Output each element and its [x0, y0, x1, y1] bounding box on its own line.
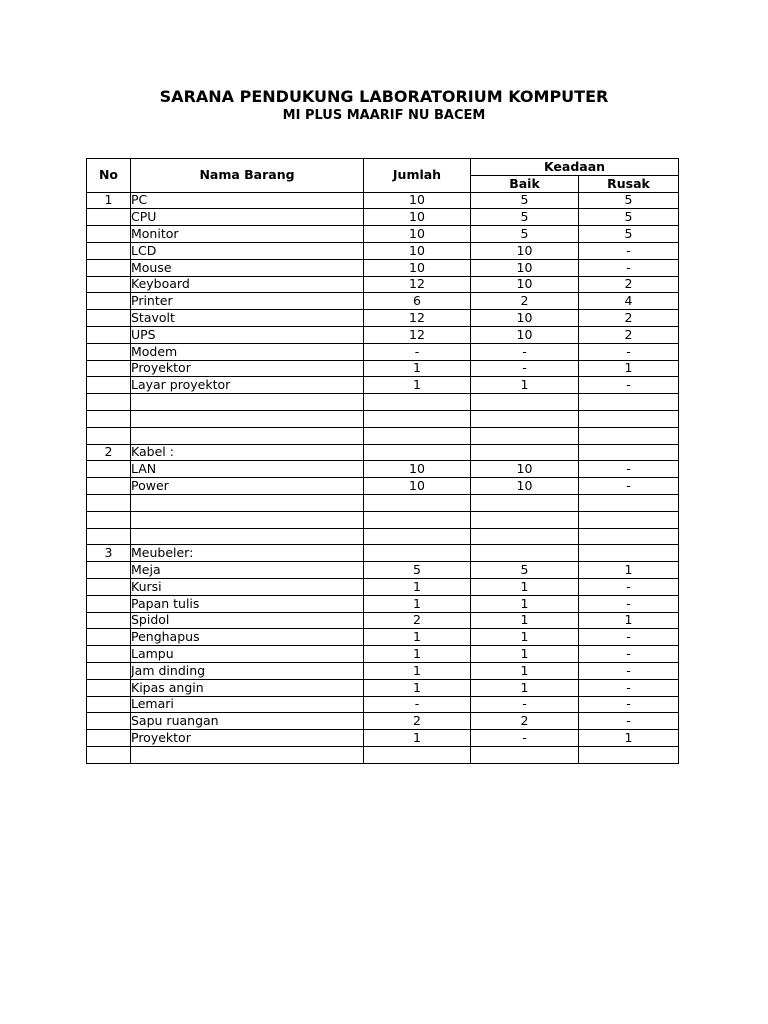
row-number-cell: [87, 310, 131, 327]
header-good: Baik: [471, 175, 579, 192]
table-row: [87, 478, 679, 495]
table-row: [87, 612, 679, 629]
damaged-count-cell: -: [579, 478, 679, 495]
good-count-cell: [471, 746, 579, 763]
damaged-count-cell: 2: [579, 326, 679, 343]
item-name-cell: Meja: [131, 562, 364, 579]
good-count-cell: 5: [471, 562, 579, 579]
good-count-cell: 10: [471, 242, 579, 259]
item-name-cell: Proyektor: [131, 730, 364, 747]
table-row: [87, 410, 679, 427]
table-row: [87, 578, 679, 595]
table-row: [87, 713, 679, 730]
quantity-cell: [364, 427, 471, 444]
good-count-cell: -: [471, 730, 579, 747]
good-count-cell: 10: [471, 259, 579, 276]
row-number-cell: [87, 242, 131, 259]
good-count-cell: 1: [471, 578, 579, 595]
table-row: [87, 192, 679, 209]
row-number-cell: [87, 360, 131, 377]
table-row: [87, 259, 679, 276]
good-count-cell: 1: [471, 662, 579, 679]
damaged-count-cell: -: [579, 461, 679, 478]
row-number-cell: [87, 730, 131, 747]
damaged-count-cell: -: [579, 578, 679, 595]
item-name-cell: Penghapus: [131, 629, 364, 646]
row-number-cell: [87, 511, 131, 528]
table-row: [87, 746, 679, 763]
row-number-cell: [87, 326, 131, 343]
quantity-cell: 12: [364, 276, 471, 293]
table-row: [87, 394, 679, 411]
table-row: [87, 209, 679, 226]
row-number-cell: [87, 226, 131, 243]
good-count-cell: [471, 528, 579, 545]
table-row: [87, 461, 679, 478]
damaged-count-cell: [579, 444, 679, 461]
document-title: SARANA PENDUKUNG LABORATORIUM KOMPUTER: [159, 87, 609, 106]
quantity-cell: 5: [364, 562, 471, 579]
row-number-cell: 1: [87, 192, 131, 209]
item-name-cell: Mouse: [131, 259, 364, 276]
good-count-cell: 1: [471, 612, 579, 629]
item-name-cell: Lemari: [131, 696, 364, 713]
item-name-cell: Sapu ruangan: [131, 713, 364, 730]
quantity-cell: 10: [364, 226, 471, 243]
damaged-count-cell: 5: [579, 226, 679, 243]
table-row: [87, 326, 679, 343]
quantity-cell: 1: [364, 662, 471, 679]
table-row: [87, 444, 679, 461]
row-number-cell: [87, 528, 131, 545]
quantity-cell: 12: [364, 310, 471, 327]
quantity-cell: [364, 545, 471, 562]
item-name-cell: Stavolt: [131, 310, 364, 327]
item-name-cell: CPU: [131, 209, 364, 226]
item-name-cell: Lampu: [131, 646, 364, 663]
row-number-cell: [87, 276, 131, 293]
item-name-cell: Modem: [131, 343, 364, 360]
damaged-count-cell: [579, 394, 679, 411]
quantity-cell: 10: [364, 259, 471, 276]
row-number-cell: [87, 410, 131, 427]
quantity-cell: 1: [364, 730, 471, 747]
good-count-cell: 10: [471, 461, 579, 478]
item-name-cell: Power: [131, 478, 364, 495]
row-number-cell: [87, 461, 131, 478]
damaged-count-cell: [579, 528, 679, 545]
inventory-table: [86, 158, 679, 764]
row-number-cell: [87, 377, 131, 394]
row-number-cell: [87, 713, 131, 730]
quantity-cell: [364, 494, 471, 511]
row-number-cell: 2: [87, 444, 131, 461]
good-count-cell: [471, 494, 579, 511]
good-count-cell: [471, 444, 579, 461]
good-count-cell: [471, 410, 579, 427]
item-name-cell: Keyboard: [131, 276, 364, 293]
table-row: [87, 696, 679, 713]
damaged-count-cell: 1: [579, 730, 679, 747]
damaged-count-cell: -: [579, 595, 679, 612]
table-row: [87, 293, 679, 310]
quantity-cell: [364, 746, 471, 763]
damaged-count-cell: 1: [579, 562, 679, 579]
row-number-cell: [87, 679, 131, 696]
damaged-count-cell: 5: [579, 192, 679, 209]
row-number-cell: [87, 293, 131, 310]
inventory-body: [87, 192, 679, 763]
row-number-cell: [87, 696, 131, 713]
good-count-cell: 2: [471, 713, 579, 730]
damaged-count-cell: -: [579, 696, 679, 713]
quantity-cell: 1: [364, 360, 471, 377]
item-name-cell: [131, 746, 364, 763]
quantity-cell: 1: [364, 377, 471, 394]
table-row: [87, 226, 679, 243]
row-number-cell: [87, 595, 131, 612]
row-number-cell: 3: [87, 545, 131, 562]
damaged-count-cell: 2: [579, 276, 679, 293]
item-name-cell: Printer: [131, 293, 364, 310]
good-count-cell: [471, 545, 579, 562]
quantity-cell: 6: [364, 293, 471, 310]
damaged-count-cell: -: [579, 679, 679, 696]
good-count-cell: 1: [471, 679, 579, 696]
good-count-cell: [471, 394, 579, 411]
row-number-cell: [87, 209, 131, 226]
quantity-cell: 2: [364, 612, 471, 629]
table-row: [87, 377, 679, 394]
damaged-count-cell: 5: [579, 209, 679, 226]
quantity-cell: 1: [364, 629, 471, 646]
item-name-cell: LAN: [131, 461, 364, 478]
row-number-cell: [87, 427, 131, 444]
table-row: [87, 730, 679, 747]
damaged-count-cell: -: [579, 343, 679, 360]
good-count-cell: 1: [471, 646, 579, 663]
table-row: [87, 646, 679, 663]
good-count-cell: 5: [471, 209, 579, 226]
good-count-cell: [471, 511, 579, 528]
table-row: [87, 679, 679, 696]
quantity-cell: 10: [364, 192, 471, 209]
item-name-cell: Kursi: [131, 578, 364, 595]
quantity-cell: 2: [364, 713, 471, 730]
row-number-cell: [87, 343, 131, 360]
header-quantity: Jumlah: [364, 159, 471, 193]
damaged-count-cell: [579, 427, 679, 444]
header-condition: Keadaan: [471, 159, 679, 176]
item-name-cell: Meubeler:: [131, 545, 364, 562]
damaged-count-cell: [579, 494, 679, 511]
quantity-cell: 10: [364, 242, 471, 259]
damaged-count-cell: -: [579, 713, 679, 730]
damaged-count-cell: -: [579, 259, 679, 276]
item-name-cell: [131, 394, 364, 411]
row-number-cell: [87, 629, 131, 646]
item-name-cell: Spidol: [131, 612, 364, 629]
quantity-cell: 1: [364, 595, 471, 612]
table-row: [87, 511, 679, 528]
item-name-cell: UPS: [131, 326, 364, 343]
item-name-cell: LCD: [131, 242, 364, 259]
row-number-cell: [87, 662, 131, 679]
table-row: [87, 662, 679, 679]
quantity-cell: 1: [364, 679, 471, 696]
table-row: [87, 427, 679, 444]
item-name-cell: Kabel :: [131, 444, 364, 461]
damaged-count-cell: [579, 511, 679, 528]
table-row: [87, 562, 679, 579]
quantity-cell: -: [364, 696, 471, 713]
good-count-cell: -: [471, 343, 579, 360]
row-number-cell: [87, 646, 131, 663]
table-row: [87, 343, 679, 360]
table-row: [87, 276, 679, 293]
item-name-cell: Jam dinding: [131, 662, 364, 679]
table-row: [87, 310, 679, 327]
quantity-cell: [364, 511, 471, 528]
damaged-count-cell: 2: [579, 310, 679, 327]
table-row: [87, 242, 679, 259]
good-count-cell: 1: [471, 595, 579, 612]
quantity-cell: 1: [364, 578, 471, 595]
good-count-cell: 10: [471, 310, 579, 327]
item-name-cell: [131, 427, 364, 444]
row-number-cell: [87, 612, 131, 629]
good-count-cell: 10: [471, 326, 579, 343]
damaged-count-cell: [579, 746, 679, 763]
item-name-cell: Proyektor: [131, 360, 364, 377]
header-item-name: Nama Barang: [131, 159, 364, 193]
quantity-cell: 10: [364, 209, 471, 226]
row-number-cell: [87, 494, 131, 511]
good-count-cell: 1: [471, 629, 579, 646]
good-count-cell: -: [471, 360, 579, 377]
good-count-cell: 2: [471, 293, 579, 310]
good-count-cell: 1: [471, 377, 579, 394]
good-count-cell: 5: [471, 226, 579, 243]
damaged-count-cell: -: [579, 646, 679, 663]
quantity-cell: -: [364, 343, 471, 360]
good-count-cell: 10: [471, 276, 579, 293]
damaged-count-cell: 1: [579, 612, 679, 629]
item-name-cell: Papan tulis: [131, 595, 364, 612]
quantity-cell: 10: [364, 461, 471, 478]
damaged-count-cell: [579, 410, 679, 427]
damaged-count-cell: -: [579, 242, 679, 259]
header-damaged: Rusak: [579, 175, 679, 192]
quantity-cell: 12: [364, 326, 471, 343]
table-row: [87, 528, 679, 545]
quantity-cell: [364, 528, 471, 545]
item-name-cell: [131, 410, 364, 427]
table-row: [87, 629, 679, 646]
quantity-cell: 1: [364, 646, 471, 663]
damaged-count-cell: -: [579, 629, 679, 646]
good-count-cell: 5: [471, 192, 579, 209]
good-count-cell: -: [471, 696, 579, 713]
item-name-cell: [131, 494, 364, 511]
quantity-cell: [364, 394, 471, 411]
quantity-cell: [364, 410, 471, 427]
row-number-cell: [87, 562, 131, 579]
item-name-cell: Layar proyektor: [131, 377, 364, 394]
item-name-cell: Monitor: [131, 226, 364, 243]
item-name-cell: [131, 528, 364, 545]
item-name-cell: [131, 511, 364, 528]
table-row: [87, 360, 679, 377]
row-number-cell: [87, 394, 131, 411]
row-number-cell: [87, 478, 131, 495]
damaged-count-cell: -: [579, 377, 679, 394]
quantity-cell: 10: [364, 478, 471, 495]
damaged-count-cell: 1: [579, 360, 679, 377]
damaged-count-cell: [579, 545, 679, 562]
good-count-cell: 10: [471, 478, 579, 495]
item-name-cell: PC: [131, 192, 364, 209]
row-number-cell: [87, 259, 131, 276]
row-number-cell: [87, 746, 131, 763]
item-name-cell: Kipas angin: [131, 679, 364, 696]
damaged-count-cell: -: [579, 662, 679, 679]
table-row: [87, 545, 679, 562]
good-count-cell: [471, 427, 579, 444]
header-no: No: [87, 159, 131, 193]
quantity-cell: [364, 444, 471, 461]
document-subtitle: MI PLUS MAARIF NU BACEM: [282, 108, 486, 123]
damaged-count-cell: 4: [579, 293, 679, 310]
table-row: [87, 595, 679, 612]
row-number-cell: [87, 578, 131, 595]
table-row: [87, 494, 679, 511]
